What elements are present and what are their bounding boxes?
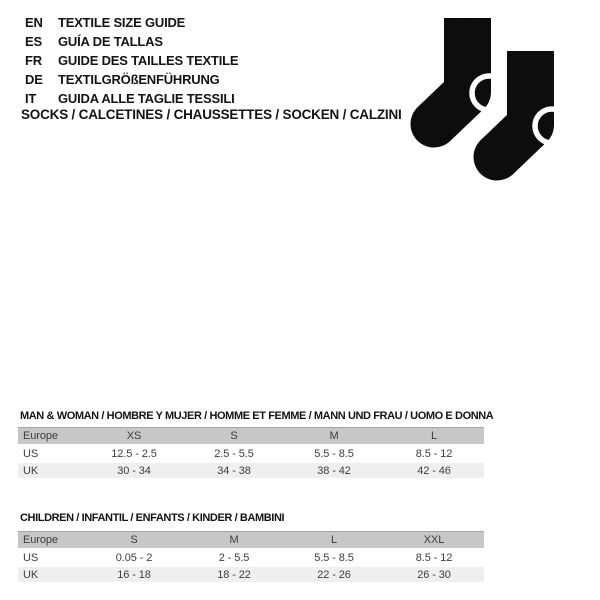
table-row-uk	[18, 567, 484, 582]
column-header-size: M	[184, 531, 284, 548]
row-label: US	[23, 447, 39, 460]
size-value: 26 - 30	[384, 567, 484, 582]
column-header-size: L	[384, 427, 484, 444]
language-code: DE	[25, 72, 43, 87]
language-list	[25, 13, 238, 108]
size-value: 0.05 - 2	[115, 551, 153, 564]
size-value: 5.5 - 8.5	[314, 551, 354, 564]
children-table-title: CHILDREN / INFANTIL / ENFANTS / KINDER / BAMBINI	[20, 512, 285, 524]
size-value: 8.5 - 12	[415, 447, 453, 460]
size-value: 30 - 34	[84, 463, 184, 478]
column-header-size: S	[84, 531, 184, 548]
column-header-region: Europe	[18, 427, 84, 444]
size-value: 42 - 46	[384, 463, 484, 478]
table-header-row	[18, 531, 484, 548]
row-label: UK	[18, 567, 84, 582]
language-label: GUÍA DE TALLAS	[58, 34, 163, 49]
sock-left	[434, 18, 506, 124]
adult-size-table	[18, 425, 484, 480]
size-value: 34 - 38	[184, 463, 284, 478]
language-label: TEXTILE SIZE GUIDE	[58, 15, 186, 30]
size-value: 2.5 - 5.5	[214, 447, 254, 460]
adult-table-title: MAN & WOMAN / HOMBRE Y MUJER / HOMME ET FEMME / MANN UND FRAU / UOMO E DONNA	[20, 410, 494, 422]
column-header-size: XXL	[384, 531, 484, 548]
column-header-size: M	[284, 427, 384, 444]
size-value: 12.5 - 2.5	[111, 447, 157, 460]
table-row-uk	[18, 463, 484, 478]
children-size-table	[18, 529, 484, 584]
language-label: TEXTILGRÖßENFÜHRUNG	[58, 72, 220, 87]
language-code: FR	[25, 53, 42, 68]
column-header-size: S	[184, 427, 284, 444]
language-row-en	[25, 13, 238, 32]
language-row-fr	[25, 51, 238, 70]
row-label: US	[23, 551, 39, 564]
table-row-us	[18, 550, 484, 565]
sock-right	[497, 51, 569, 157]
size-value: 2 - 5.5	[218, 551, 250, 564]
size-value: 22 - 26	[284, 567, 384, 582]
language-code: EN	[25, 15, 43, 30]
language-code: ES	[25, 34, 42, 49]
language-code: IT	[25, 91, 37, 106]
language-row-es	[25, 32, 238, 51]
column-header-size: L	[284, 531, 384, 548]
language-row-de	[25, 70, 238, 89]
size-value: 5.5 - 8.5	[314, 447, 354, 460]
column-header-size: XS	[84, 427, 184, 444]
table-row-us	[18, 446, 484, 461]
size-value: 16 - 18	[84, 567, 184, 582]
table-header-row	[18, 427, 484, 444]
column-header-region: Europe	[18, 531, 84, 548]
size-value: 8.5 - 12	[415, 551, 453, 564]
language-row-it	[25, 89, 238, 108]
size-value: 38 - 42	[284, 463, 384, 478]
category-header: SOCKS / CALCETINES / CHAUSSETTES / SOCKEN / CALZINI	[21, 107, 402, 122]
socks-icon	[400, 0, 580, 192]
language-label: GUIDA ALLE TAGLIE TESSILI	[58, 91, 235, 106]
size-value: 18 - 22	[184, 567, 284, 582]
row-label: UK	[18, 463, 84, 478]
language-label: GUIDE DES TAILLES TEXTILE	[58, 53, 239, 68]
